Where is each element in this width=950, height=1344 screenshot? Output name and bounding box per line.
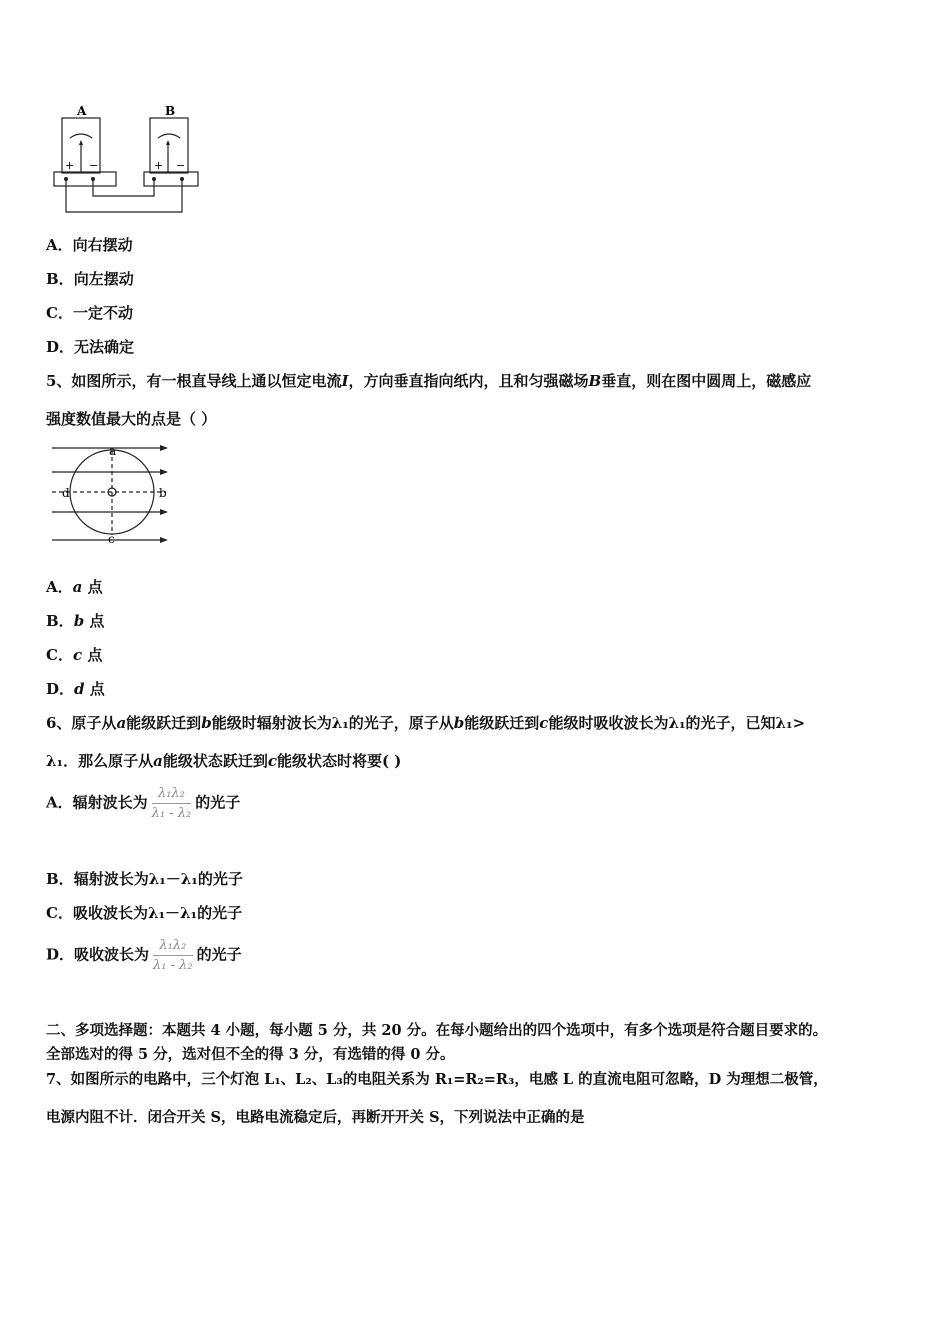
meter-a-label: A (77, 104, 87, 118)
q4-option-a[interactable]: A．向右摆动 (46, 236, 133, 254)
point-a-label: a (109, 444, 117, 458)
q6-option-d[interactable]: D．吸收波长为 $\frac{\text{λ₁λ₂}}{\text{λ₁ - λ₂}}$ 的光子 (46, 938, 242, 973)
q4-option-c[interactable]: C．一定不动 (46, 304, 133, 322)
meter-b-label: B (165, 104, 176, 118)
point-c-label: c (108, 532, 115, 546)
minus-sign: − (176, 159, 186, 172)
q6-stem: 6、原子从a能级跃迁到b能级时辐射波长为λ₁的光子，原子从b能级跃迁到c能级时吸收波长为λ₁的光子，已知λ₁> (46, 714, 806, 732)
q5-option-a[interactable]: A．a 点 (46, 578, 103, 596)
q4-option-b[interactable]: B．向左摆动 (46, 270, 134, 288)
q5-stem: 5、如图所示，有一根直导线上通以恒定电流I，方向垂直指向纸内，且和匀强磁场B垂直，则在图中圆周上，磁感应 (46, 372, 812, 390)
q6-stem-line2: λ₁．那么原子从a能级状态跃迁到c能级状态时将要( ) (46, 752, 402, 770)
minus-sign: − (89, 159, 99, 172)
q4-option-d[interactable]: D．无法确定 (46, 338, 135, 356)
q5-option-c[interactable]: C．c 点 (46, 646, 103, 664)
q7-stem: 7、如图所示的电路中，三个灯泡 L₁、L₂、L₃的电阻关系为 R₁=R₂=R₃，电感 L 的直流电阻可忽略，D 为理想二极管， (46, 1071, 828, 1088)
section2-heading: 二、多项选择题：本题共 4 小题，每小题 5 分，共 20 分。在每小题给出的四个选项中，有多个选项是符合题目要求的。 (46, 1022, 828, 1039)
magnetic-field-figure (48, 440, 173, 550)
plus-sign: + (65, 159, 75, 172)
q6-option-a[interactable]: A．辐射波长为 $\frac{\text{λ₁λ₂}}{\text{λ₁ - λ₂}}$ 的光子 (46, 786, 241, 821)
section2-instructions: 全部选对的得 5 分，选对但不全的得 3 分，有选错的得 0 分。 (46, 1046, 455, 1063)
point-d-label: d (62, 486, 70, 500)
point-b-label: b (159, 486, 167, 500)
q6-option-c[interactable]: C．吸收波长为λ₁－λ₁的光子 (46, 904, 243, 922)
fraction: $\frac{\text{λ₁λ₂}}{\text{λ₁ - λ₂}}$ (153, 938, 193, 973)
q5-stem-line2: 强度数值最大的点是（ ） (46, 410, 217, 428)
q5-option-b[interactable]: B．b 点 (46, 612, 105, 630)
fraction: $\frac{\text{λ₁λ₂}}{\text{λ₁ - λ₂}}$ (151, 786, 192, 821)
q7-stem-line2: 电源内阻不计．闭合开关 S，电路电流稳定后，再断开开关 S，下列说法中正确的是 (46, 1109, 585, 1126)
plus-sign: + (154, 159, 164, 172)
q5-option-d[interactable]: D．d 点 (46, 680, 105, 698)
galvanometer-figure (50, 100, 210, 220)
q6-option-b[interactable]: B．辐射波长为λ₁－λ₁的光子 (46, 870, 243, 888)
